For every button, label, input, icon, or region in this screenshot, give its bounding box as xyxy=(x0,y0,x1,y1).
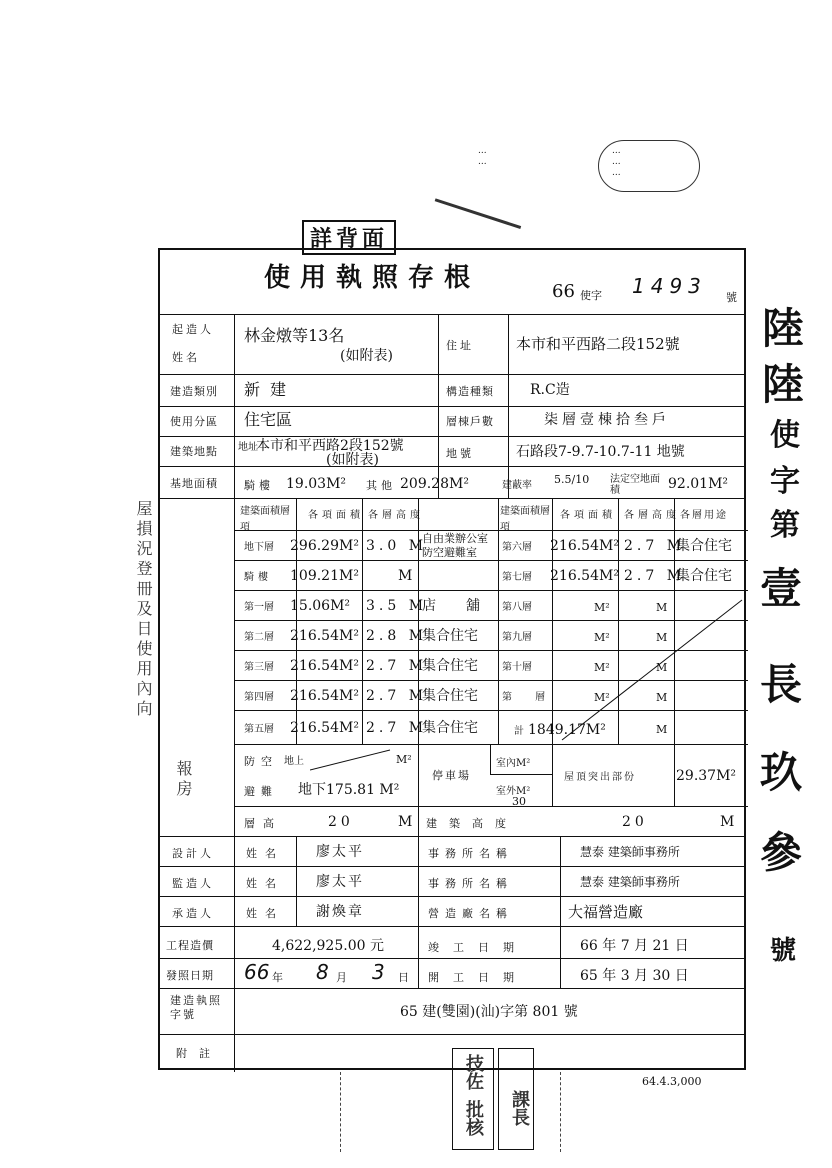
floor-height: 2.7 M xyxy=(366,720,428,736)
hdr-height-r: 各層高度 xyxy=(624,510,680,521)
floor-name: 計 xyxy=(514,726,524,737)
lot-value: 石路段7-9.7-10.7-11 地號 xyxy=(516,444,685,460)
top-seal-right xyxy=(612,146,621,179)
bh-label: 建築高度 xyxy=(426,817,518,830)
shelter-above-unit: M² xyxy=(396,753,412,766)
done-value: 66 年 7 月 21 日 xyxy=(580,938,689,954)
builder-label2: 姓名 xyxy=(172,351,200,364)
floor-name: 地下層 xyxy=(244,542,274,553)
permit-label: 建造執照字號 xyxy=(170,994,222,1021)
margin-char: 使 xyxy=(770,418,800,453)
floor-height: 2.7 M xyxy=(624,568,686,584)
floor-area: 216.54M² xyxy=(290,720,359,736)
build-type-value: 新建 xyxy=(244,380,297,399)
floor-use: 自由業辦公室 防空避難室 xyxy=(422,532,488,559)
lot-label: 地號 xyxy=(446,447,474,460)
margin-char: 長 xyxy=(760,660,803,709)
cost-value: 4,622,925.00 元 xyxy=(272,938,384,954)
hdr-height: 各層高度 xyxy=(368,510,424,521)
floor-height: M xyxy=(656,723,668,736)
zoning-value: 住宅區 xyxy=(244,410,293,429)
arcade-value: 19.03M² xyxy=(286,476,347,492)
floor-use: 集合住宅 xyxy=(422,628,478,644)
hdr-area: 各項面積 xyxy=(308,510,364,521)
floor-name: 第七層 xyxy=(502,572,532,583)
issue-day: 3 xyxy=(372,960,385,984)
builder-note: (如附表) xyxy=(340,348,393,364)
site-value: 本市和平西路2段152號 xyxy=(256,438,404,454)
left-margin-notes: 屋損況登冊及日使用內向 xyxy=(134,500,153,720)
issue-y: 年 xyxy=(272,971,283,984)
bh-unit: M xyxy=(720,814,735,830)
issue-label: 發照日期 xyxy=(166,969,214,982)
margin-char: 陸 xyxy=(762,304,805,353)
floor-area: M² xyxy=(594,691,610,704)
floor-height: 2.7 M xyxy=(366,688,428,704)
floor-name: 第一層 xyxy=(244,602,274,613)
legal-value: 92.01M² xyxy=(668,476,729,492)
supervisor-office-label: 事務所名稱 xyxy=(428,877,513,890)
license-form xyxy=(158,248,746,1070)
floor-name: 第 層 xyxy=(502,692,556,703)
floor-height: M xyxy=(656,691,668,704)
floor-name: 第六層 xyxy=(502,542,532,553)
contractor-firm: 大福營造廠 xyxy=(568,903,644,921)
floor-height: M xyxy=(656,631,668,644)
floor-name: 第二層 xyxy=(244,632,274,643)
builder-label: 起造人 xyxy=(172,323,214,336)
contractor-name: 謝煥章 xyxy=(316,904,364,920)
designer-name-label: 姓名 xyxy=(246,847,284,860)
cost-label: 工程造價 xyxy=(166,939,214,952)
parking-outdoor-val: 30 xyxy=(512,795,526,808)
floor-use: 集合住宅 xyxy=(422,658,478,674)
supervisor-label: 監造人 xyxy=(172,877,214,890)
shelter-label2: 避難 xyxy=(244,785,278,798)
start-label: 開工日期 xyxy=(428,971,528,984)
margin-char: 參 xyxy=(760,828,803,877)
margin-char: 陸 xyxy=(762,360,805,409)
floor-area: 216.54M² xyxy=(290,658,359,674)
floor-name: 第五層 xyxy=(244,724,274,735)
margin-char: 壹 xyxy=(760,564,803,613)
address-value: 本市和平西路二段152號 xyxy=(516,335,680,353)
floor-height: M xyxy=(398,568,413,584)
floor-use: 集合住宅 xyxy=(676,568,732,584)
floors-label: 層棟戶數 xyxy=(446,415,494,428)
floor-use: 集合住宅 xyxy=(676,538,732,554)
license-prefix: 66 xyxy=(552,281,575,302)
designer-label: 設計人 xyxy=(172,847,214,860)
floor-area: 109.21M² xyxy=(290,568,359,584)
issue-d: 日 xyxy=(398,971,409,984)
form-title: 使用執照存根 xyxy=(264,263,481,293)
supervisor-name-label: 姓名 xyxy=(246,877,284,890)
margin-char: 號 xyxy=(770,936,797,966)
margin-char: 第 xyxy=(770,508,800,543)
floor-use: 店舖 xyxy=(422,598,510,614)
floor-area: M² xyxy=(594,661,610,674)
floor-name: 第八層 xyxy=(502,602,532,613)
floor-use: 集合住宅 xyxy=(422,688,478,704)
bottom-stamp: 批核 xyxy=(463,1100,484,1136)
parking-outdoor: 室外M² xyxy=(496,786,531,797)
license-number: 1493 xyxy=(632,274,707,298)
builder-name: 林金燉等13名 xyxy=(244,326,345,345)
floor-area: 216.54M² xyxy=(550,538,619,554)
floor-name: 第九層 xyxy=(502,632,532,643)
remarks-label: 附註 xyxy=(176,1047,222,1060)
seal-line: ... xyxy=(612,168,621,178)
contractor-firm-label: 營造廠名稱 xyxy=(428,907,513,920)
floor-area: 216.54M² xyxy=(290,628,359,644)
ratio-value: 5.5/10 xyxy=(554,473,590,486)
floor-area: 1849.17M² xyxy=(528,722,606,738)
arcade-label: 騎樓 xyxy=(244,479,274,492)
left-margin-notes-2: 報房 xyxy=(174,760,193,800)
height-label: 層高 xyxy=(244,817,282,830)
ratio-label: 建蔽率 xyxy=(502,480,532,491)
hdr-use-r: 各層用途 xyxy=(680,510,728,521)
margin-char: 玖 xyxy=(760,748,803,797)
legal-label: 法定空地面積 xyxy=(610,474,660,496)
bottom-stamp: 課長 xyxy=(509,1090,530,1126)
address-label: 住址 xyxy=(446,339,474,352)
seal-line: ... xyxy=(612,146,621,156)
footer-code: 64.4.3,000 xyxy=(642,1075,702,1088)
seal-line: ... xyxy=(612,157,621,167)
floor-use: 集合住宅 xyxy=(422,720,478,736)
floor-height: 2.7 M xyxy=(624,538,686,554)
done-label: 竣工日期 xyxy=(428,941,528,954)
structure-value: R.C造 xyxy=(530,382,570,398)
roof-label: 屋頂突出部份 xyxy=(564,772,636,783)
floor-name: 第四層 xyxy=(244,692,274,703)
start-value: 65 年 3 月 30 日 xyxy=(580,968,689,984)
height-value: 20 xyxy=(328,814,354,830)
floor-name: 第十層 xyxy=(502,662,532,673)
site-addr-small: 地址 xyxy=(238,442,258,453)
shelter-label1: 防空 xyxy=(244,755,278,768)
license-mid: 使字 xyxy=(580,289,602,302)
shelter-below: 地下175.81 M² xyxy=(298,782,400,798)
designer-office-label: 事務所名稱 xyxy=(428,847,513,860)
site-label: 建築地點 xyxy=(170,445,218,458)
floor-area: 15.06M² xyxy=(290,598,351,614)
seal-line: ... xyxy=(478,157,487,167)
margin-char: 字 xyxy=(770,464,800,499)
pen-stroke xyxy=(433,198,521,234)
issue-year: 66 xyxy=(244,960,270,984)
roof-value: 29.37M² xyxy=(676,768,737,784)
floor-name: 騎樓 xyxy=(244,572,272,583)
floor-height: M xyxy=(656,601,668,614)
build-type-label: 建造類別 xyxy=(170,385,218,398)
top-seal xyxy=(478,146,487,168)
issue-month: 8 xyxy=(316,960,329,984)
hdr-floor-r: 建築面積層項 xyxy=(500,506,550,533)
bh-value: 20 xyxy=(622,814,648,830)
floor-area: M² xyxy=(594,601,610,614)
other-value: 209.28M² xyxy=(400,476,469,492)
hdr-floor: 建築面積層項 xyxy=(240,506,290,533)
shelter-above: 地上 xyxy=(284,756,304,767)
floor-height: 2.7 M xyxy=(366,658,428,674)
contractor-name-label: 姓名 xyxy=(246,907,284,920)
floor-area: 216.54M² xyxy=(550,568,619,584)
above-strike xyxy=(310,748,394,772)
site-note: (如附表) xyxy=(326,452,379,468)
floor-area: M² xyxy=(594,631,610,644)
license-suffix: 號 xyxy=(726,291,737,304)
seal-line: ... xyxy=(478,146,487,156)
structure-label: 構造種類 xyxy=(446,385,494,398)
floor-area: 216.54M² xyxy=(290,688,359,704)
issue-m: 月 xyxy=(336,971,347,984)
other-label: 其他 xyxy=(366,479,396,492)
designer-office: 慧泰 建築師事務所 xyxy=(580,845,680,859)
header-box: 詳背面 xyxy=(302,220,396,255)
height-unit: M xyxy=(398,814,413,830)
parking-indoor: 室內M² xyxy=(496,758,531,769)
area-label: 基地面積 xyxy=(170,477,218,490)
permit-value: 65 建(雙園)(汕)字第 801 號 xyxy=(400,1004,578,1020)
floor-area: 296.29M² xyxy=(290,538,359,554)
supervisor-office: 慧泰 建築師事務所 xyxy=(580,875,680,889)
bottom-stamp: 技佐 xyxy=(463,1054,484,1090)
parking-label: 停車場 xyxy=(432,769,471,782)
supervisor-name: 廖太平 xyxy=(316,874,364,890)
floor-name: 第三層 xyxy=(244,662,274,673)
hdr-area-r: 各項面積 xyxy=(560,510,616,521)
zoning-label: 使用分區 xyxy=(170,415,218,428)
floor-height: 2.8 M xyxy=(366,628,428,644)
floors-value: 柒層壹棟拾叁戶 xyxy=(544,412,670,428)
floor-height: M xyxy=(656,661,668,674)
cancel-diagonal xyxy=(552,590,748,744)
designer-name: 廖太平 xyxy=(316,844,364,860)
floor-height: 3.0 M xyxy=(366,538,428,554)
floor-height: 3.5 M xyxy=(366,598,428,614)
contractor-label: 承造人 xyxy=(172,907,214,920)
